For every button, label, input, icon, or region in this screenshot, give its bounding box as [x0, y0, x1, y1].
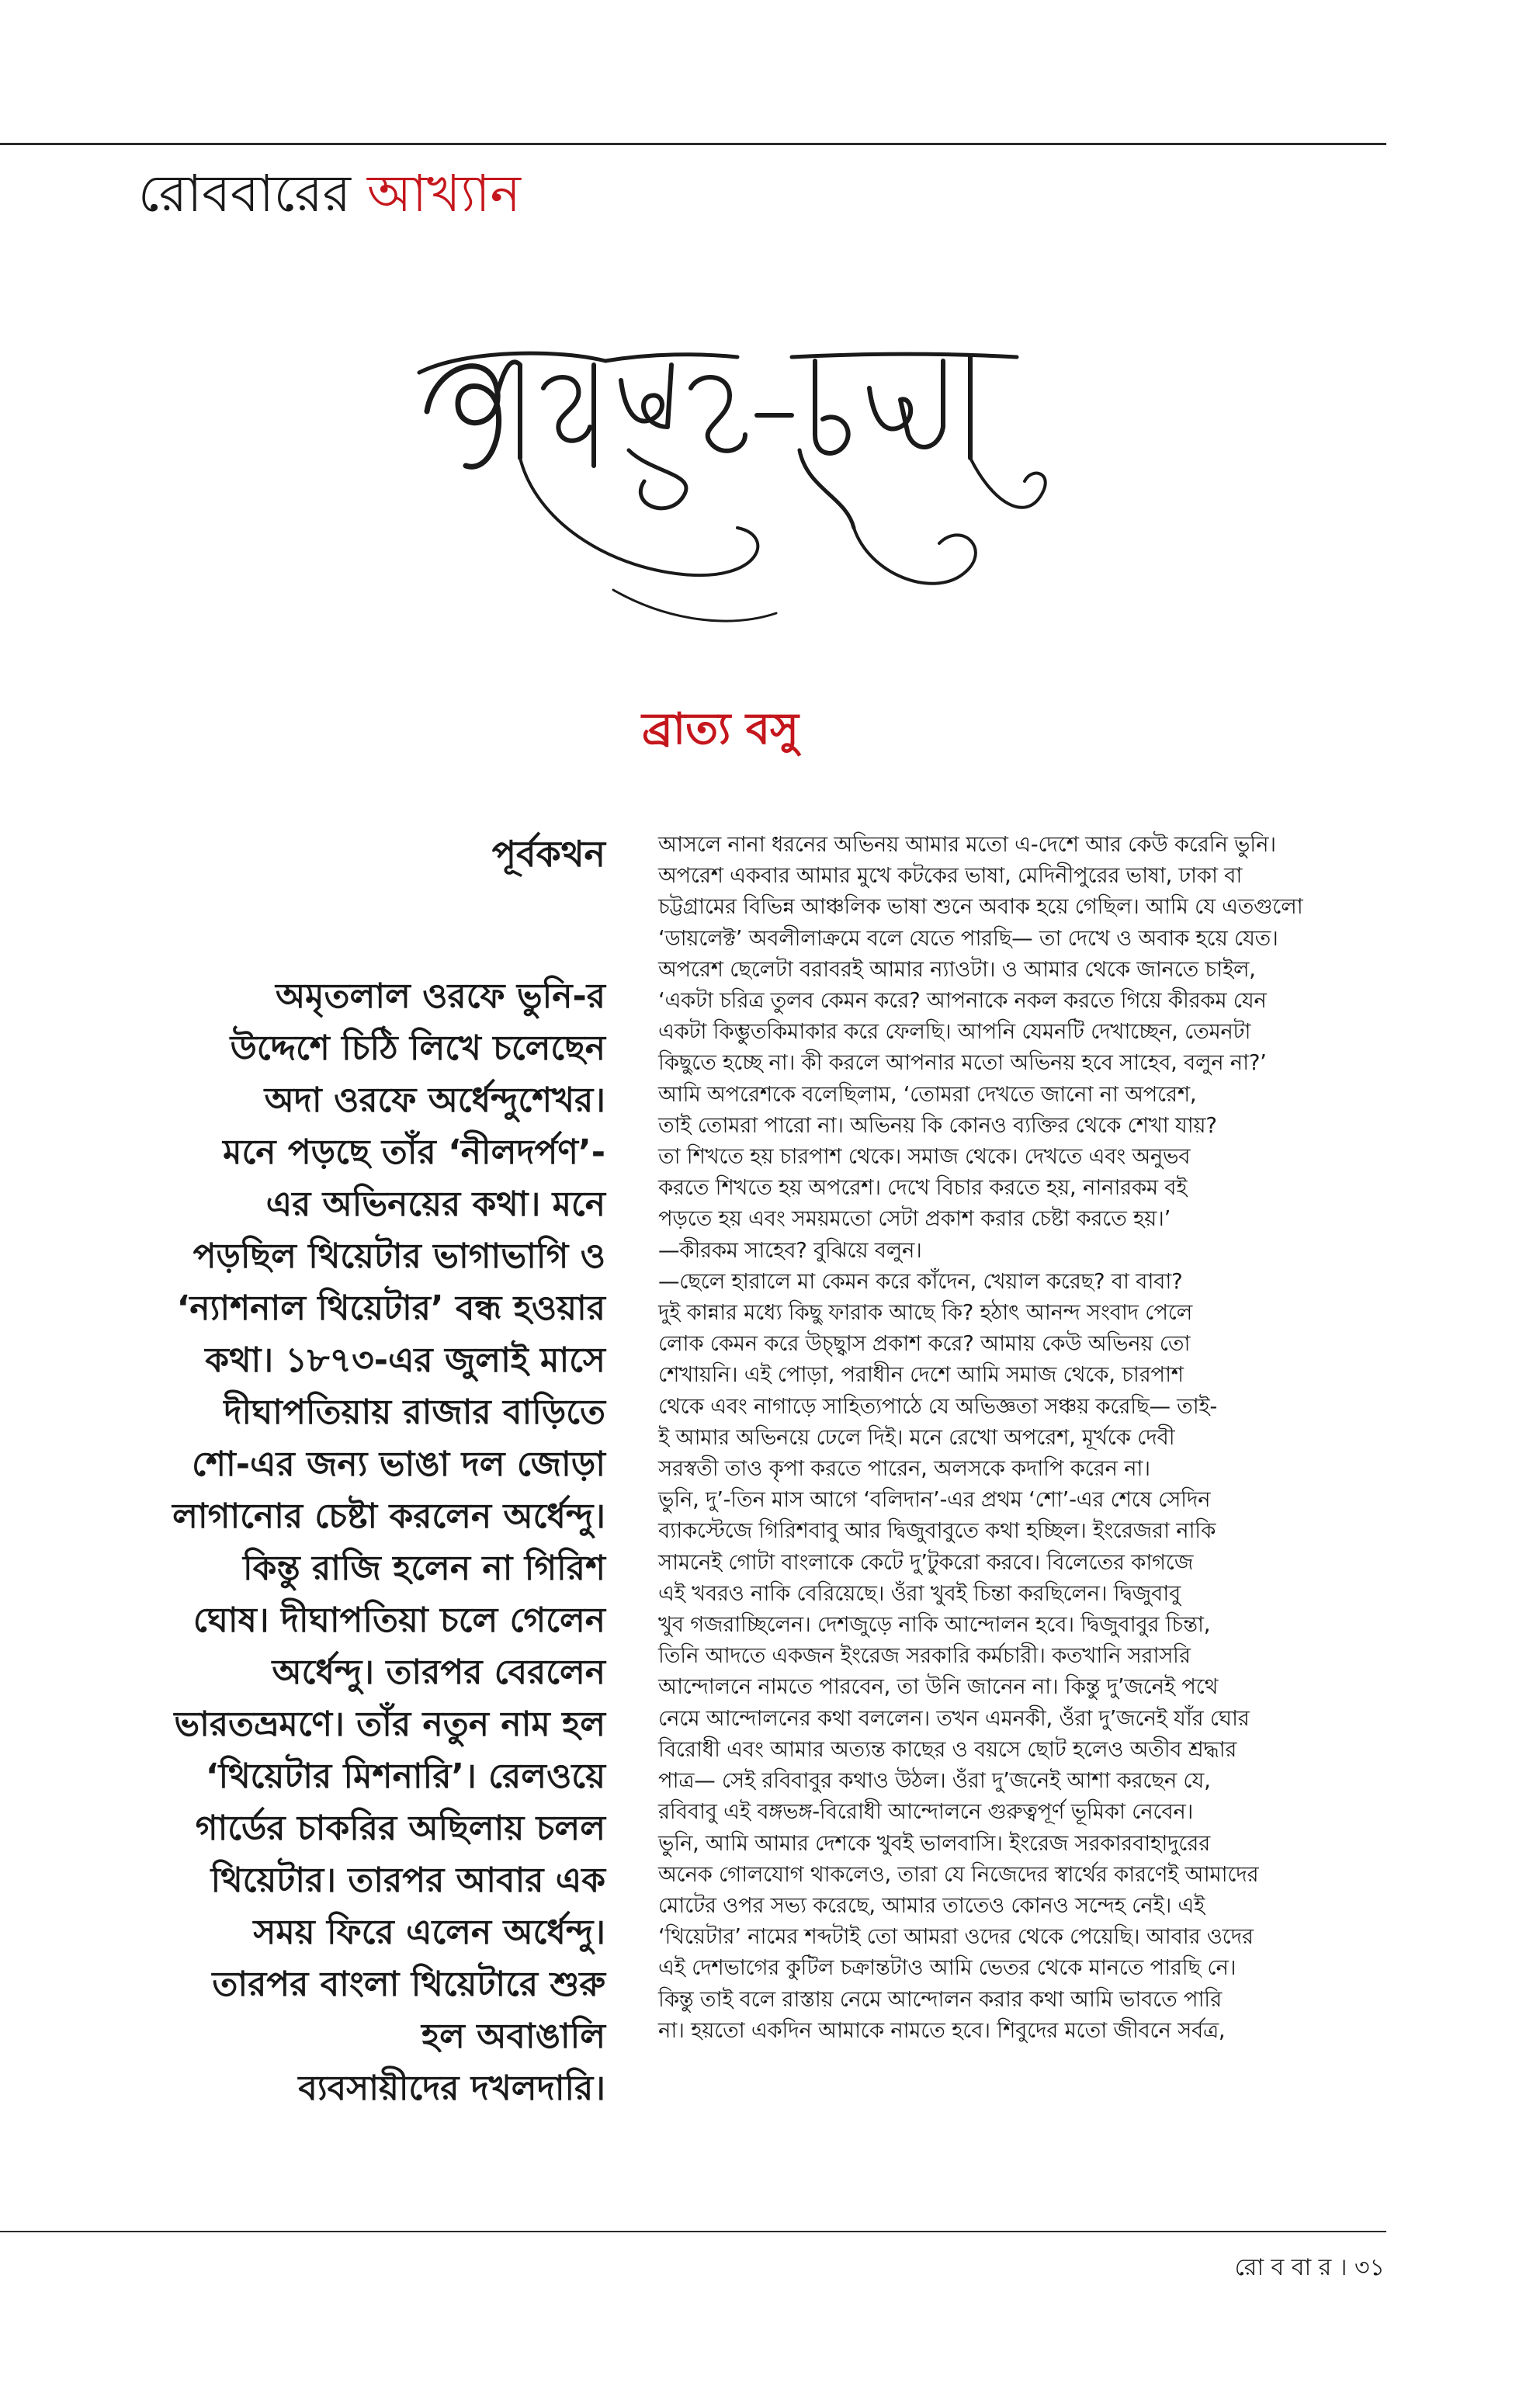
- body-line: মোটের ওপর সভ্য করেছে, আমার তাতেও কোনও সন্দেহ নেই। এই: [658, 1892, 1205, 1918]
- body-line: না। হয়তো একদিন আমাকে নামতে হবে। শিবুদের মতো জীবনে সর্বত্র,: [658, 2017, 1226, 2043]
- intro-line: থিয়েটার। তারপর আবার এক: [210, 1861, 605, 1900]
- section-title-black: রোববারের: [138, 164, 351, 224]
- intro-line: গার্ডের চাকরির অছিলায় চলল: [195, 1809, 605, 1848]
- body-line: করতে শিখতে হয় অপরেশ। দেখে বিচার করতে হয়, নানারকম বই: [658, 1175, 1188, 1201]
- body-line: ভুনি, আমি আমার দেশকে খুবই ভালবাসি। ইংরেজ সরকারবাহাদুরের: [658, 1830, 1210, 1856]
- title-calligraphy-drawing: [404, 318, 1102, 660]
- body-line: দুই কান্নার মধ্যে কিছু ফারাক আছে কি? হঠাৎ আনন্দ সংবাদ পেলে: [658, 1300, 1192, 1326]
- body-line: আসলে নানা ধরনের অভিনয় আমার মতো এ-দেশে আর কেউ করেনি ভুনি।: [658, 832, 1276, 857]
- body-line: সরস্বতী তাও কৃপা করতে পারেন, অলসকে কদাপি করেন না।: [658, 1456, 1150, 1482]
- intro-line: অর্ধেন্দু। তারপর বেরলেন: [272, 1653, 605, 1692]
- body-column: [658, 829, 1403, 2046]
- body-line: সামনেই গোটা বাংলাকে কেটে দু’টুকরো করবে। বিলেতের কাগজে: [658, 1549, 1194, 1575]
- intro-column: [101, 823, 605, 2114]
- intro-line: ‘ন্যাশনাল থিয়েটার’ বন্ধ হওয়ার: [176, 1288, 605, 1328]
- body-line: অপরেশ ছেলেটা বরাবরই আমার ন্যাওটা। ও আমার থেকে জানতে চাইল,: [658, 956, 1256, 982]
- body-line: লোক কেমন করে উচ্ছ্বাস প্রকাশ করে? আমায় কেউ অভিনয় তো: [658, 1331, 1191, 1357]
- body-line: ব্যাকস্টেজে গিরিশবাবু আর দ্বিজুবাবুতে কথা হচ্ছিল। ইংরেজরা নাকি: [658, 1518, 1216, 1544]
- body-line: ‘থিয়েটার’ নামের শব্দটাই তো আমরা ওদের থেকে পেয়েছি। আবার ওদের: [658, 1924, 1254, 1950]
- body-line: অপরেশ একবার আমার মুখে কটকের ভাষা, মেদিনীপুরের ভাষা, ঢাকা বা: [658, 863, 1243, 889]
- intro-text: [101, 970, 605, 2114]
- intro-line: হল অবাঙালি: [421, 2017, 605, 2056]
- body-line: একটা কিম্ভুতকিমাকার করে ফেলছি। আপনি যেমনটি দেখাচ্ছেন, তেমনটা: [658, 1019, 1251, 1045]
- intro-heading: পূর্বকথন: [491, 833, 605, 875]
- intro-line: কথা। ১৮৭৩-এর জুলাই মাসে: [205, 1340, 605, 1380]
- body-line: আমি অপরেশকে বলেছিলাম, ‘তোমরা দেখতে জানো না অপরেশ,: [658, 1081, 1197, 1107]
- author-name-text: ব্রাত্য বসু: [642, 704, 799, 754]
- body-line: এই খবরও নাকি বেরিয়েছে। ওঁরা খুবই চিন্তা করছিলেন। দ্বিজুবাবু: [658, 1580, 1181, 1606]
- intro-line: ঘোষ। দীঘাপতিয়া চলে গেলেন: [192, 1601, 605, 1640]
- bottom-rule: [0, 2231, 1386, 2232]
- page-folio: রো ব বা র । ৩১: [1234, 2254, 1385, 2281]
- body-line: থেকে এবং নাগাড়ে সাহিত্যপাঠে যে অভিজ্ঞতা সঞ্চয় করেছি— তাই-: [658, 1393, 1218, 1419]
- body-line: ভুনি, দু’-তিন মাস আগে ‘বলিদান’-এর প্রথম ‘শো’-এর শেষে সেদিন: [658, 1487, 1211, 1513]
- intro-line: লাগানোর চেষ্টা করলেন অর্ধেন্দু।: [172, 1496, 605, 1536]
- body-line: তাই তোমরা পারো না। অভিনয় কি কোনও ব্যক্তির থেকে শেখা যায়?: [658, 1112, 1217, 1138]
- body-line: পড়তে হয় এবং সময়মতো সেটা প্রকাশ করার চেষ্টা করতে হয়।’: [658, 1206, 1171, 1232]
- intro-line: অমৃতলাল ওরফে ভুনি-র: [275, 976, 605, 1016]
- body-line: তা শিখতে হয় চারপাশ থেকে। সমাজ থেকে। দেখতে এবং অনুভব: [658, 1144, 1191, 1170]
- intro-line: তারপর বাংলা থিয়েটারে শুরু: [212, 1965, 605, 2004]
- body-text: [658, 829, 1403, 2046]
- body-line: পাত্র— সেই রবিবাবুর কথাও উঠল। ওঁরা দু’জনেই আশা করছেন যে,: [658, 1768, 1211, 1794]
- body-line: —কীরকম সাহেব? বুঝিয়ে বলুন।: [658, 1237, 922, 1263]
- intro-line: ‘থিয়েটার মিশনারি’। রেলওয়ে: [205, 1757, 605, 1796]
- intro-line: উদ্দেশে চিঠি লিখে চলেছেন: [230, 1028, 605, 1068]
- body-line: খুব গজরাচ্ছিলেন। দেশজুড়ে নাকি আন্দোলন হবে। দ্বিজুবাবুর চিন্তা,: [658, 1612, 1211, 1638]
- section-title: [138, 155, 521, 233]
- intro-line: ব্যবসায়ীদের দখলদারি।: [298, 2069, 605, 2108]
- intro-line: দীঘাপতিয়ায় রাজার বাড়িতে: [224, 1392, 605, 1432]
- intro-line: এর অভিনয়ের কথা। মনে: [265, 1184, 605, 1224]
- intro-line: মনে পড়ছে তাঁর ‘নীলদর্পণ’-: [223, 1132, 605, 1172]
- body-line: রবিবাবু এই বঙ্গভঙ্গ-বিরোধী আন্দোলনে গুরুত্বপূর্ণ ভূমিকা নেবেন।: [658, 1799, 1194, 1825]
- intro-line: অদা ওরফে অর্ধেন্দুশেখর।: [264, 1080, 605, 1120]
- body-line: শেখায়নি। এই পোড়া, পরাধীন দেশে আমি সমাজ থেকে, চারপাশ: [658, 1362, 1184, 1388]
- section-title-red: আখ্যান: [366, 164, 521, 224]
- top-rule: [0, 143, 1386, 145]
- body-line: অনেক গোলযোগ থাকলেও, তারা যে নিজেদের স্বার্থের কারণেই আমাদের: [658, 1861, 1259, 1887]
- intro-line: সময় ফিরে এলেন অর্ধেন্দু।: [253, 1913, 605, 1952]
- intro-line: কিন্তু রাজি হলেন না গিরিশ: [242, 1549, 605, 1588]
- body-line: ‘একটা চরিত্র তুলব কেমন করে? আপনাকে নকল করতে গিয়ে কীরকম যেন: [658, 988, 1267, 1014]
- title-calligraphy: [404, 318, 1102, 660]
- body-line: কিন্তু তাই বলে রাস্তায় নেমে আন্দোলন করার কথা আমি ভাবতে পারি: [658, 1986, 1222, 2012]
- body-line: নেমে আন্দোলনের কথা বললেন। তখন এমনকী, ওঁরা দু’জনেই যাঁর ঘোর: [658, 1705, 1250, 1731]
- intro-line: শো-এর জন্য ভাঙা দল জোড়া: [192, 1444, 605, 1484]
- body-line: কিছুতে হচ্ছে না। কী করলে আপনার মতো অভিনয় হবে সাহেব, বলুন না?’: [658, 1050, 1267, 1076]
- body-line: বিরোধী এবং আমার অত্যন্ত কাছের ও বয়সে ছোট হলেও অতীব শ্রদ্ধার: [658, 1736, 1237, 1762]
- body-line: এই দেশভাগের কুটিল চক্রান্তটাও আমি ভেতর থেকে মানতে পারছি নে।: [658, 1955, 1237, 1981]
- body-line: ই আমার অভিনয়ে ঢেলে দিই। মনে রেখো অপরেশ, মূর্খকে দেবী: [658, 1424, 1175, 1450]
- body-line: চট্টগ্রামের বিভিন্ন আঞ্চলিক ভাষা শুনে অবাক হয়ে গেছিল। আমি যে এতগুলো: [658, 894, 1303, 920]
- body-line: আন্দোলনে নামতে পারবেন, তা উনি জানেন না। কিন্তু দু’জনেই পথে: [658, 1674, 1219, 1700]
- body-line: ‘ডায়লেক্ট’ অবলীলাক্রমে বলে যেতে পারছি— তা দেখে ও অবাক হয়ে যেত।: [658, 925, 1278, 951]
- author-name: [0, 699, 1386, 761]
- intro-line: ভারতভ্রমণে। তাঁর নতুন নাম হল: [174, 1705, 605, 1744]
- body-line: তিনি আদতে একজন ইংরেজ সরকারি কর্মচারী। কতখানি সরাসরি: [658, 1643, 1191, 1669]
- body-line: —ছেলে হারালে মা কেমন করে কাঁদেন, খেয়াল করেছ? বা বাবা?: [658, 1268, 1183, 1294]
- intro-line: পড়ছিল থিয়েটার ভাগাভাগি ও: [192, 1236, 605, 1276]
